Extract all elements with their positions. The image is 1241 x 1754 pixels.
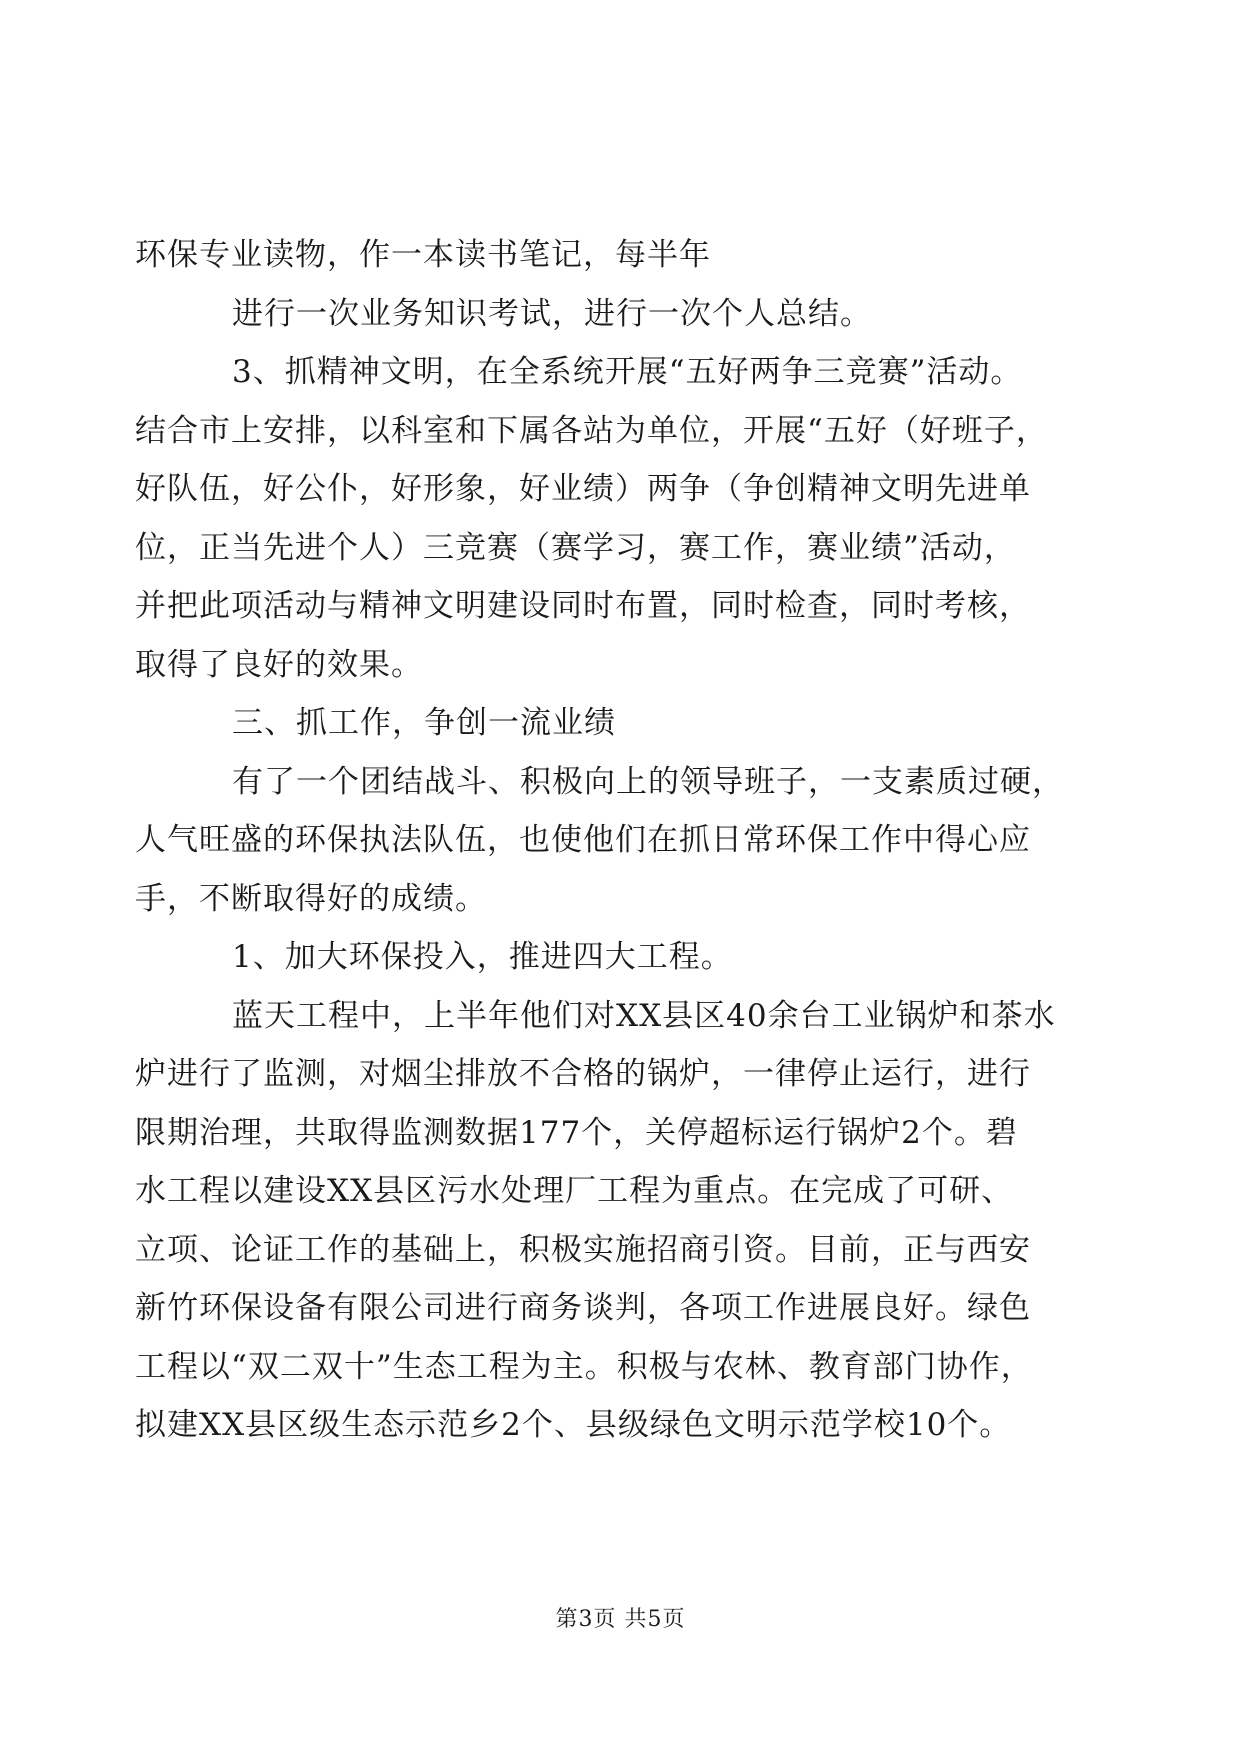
text-line: 进行一次业务知识考试，进行一次个人总结。 <box>232 295 872 332</box>
text-line: 炉进行了监测，对烟尘排放不合格的锅炉，一律停止运行，进行 <box>135 1056 1031 1092</box>
text-line: 限期治理，共取得监测数据177个，关停超标运行锅炉2个。碧 <box>135 1114 1018 1151</box>
text-line: 三、抓工作，争创一流业绩 <box>232 705 616 741</box>
text-line: 拟建XX县区级生态示范乡2个、县级绿色文明示范学校10个。 <box>135 1407 1012 1443</box>
text-line: 结合市上安排，以科室和下属各站为单位，开展“五好（好班子， <box>135 412 1048 449</box>
text-line: 好队伍，好公仆，好形象，好业绩）两争（争创精神文明先进单 <box>135 471 1031 507</box>
text-line: 人气旺盛的环保执法队伍，也使他们在抓日常环保工作中得心应 <box>135 822 1031 858</box>
text-line: 取得了良好的效果。 <box>135 646 423 683</box>
document-body <box>135 226 1095 1455</box>
text-line: 水工程以建设XX县区污水处理厂工程为重点。在完成了可研、 <box>135 1173 1014 1209</box>
text-line: 蓝天工程中，上半年他们对XX县区40余台工业锅炉和茶水 <box>232 997 1056 1034</box>
text-line: 位，正当先进个人）三竞赛（赛学习，赛工作，赛业绩”活动， <box>135 529 1016 566</box>
text-line: 新竹环保设备有限公司进行商务谈判，各项工作进展良好。绿色 <box>135 1290 1031 1326</box>
text-line: 并把此项活动与精神文明建设同时布置，同时检查，同时考核， <box>135 588 1031 624</box>
page-number-footer: 第3页 共5页 <box>555 1607 686 1632</box>
text-line: 立项、论证工作的基础上，积极实施招商引资。目前，正与西安 <box>135 1231 1031 1268</box>
text-line: 3、抓精神文明，在全系统开展“五好两争三竞赛”活动。 <box>232 354 1023 390</box>
text-line: 手，不断取得好的成绩。 <box>135 880 487 917</box>
text-line: 环保专业读物，作一本读书笔记，每半年 <box>135 237 711 273</box>
text-line: 有了一个团结战斗、积极向上的领导班子，一支素质过硬， <box>232 763 1064 800</box>
text-line: 工程以“双二双十”生态工程为主。积极与农林、教育部门协作， <box>135 1348 1033 1385</box>
text-line: 1、加大环保投入，推进四大工程。 <box>232 939 733 975</box>
